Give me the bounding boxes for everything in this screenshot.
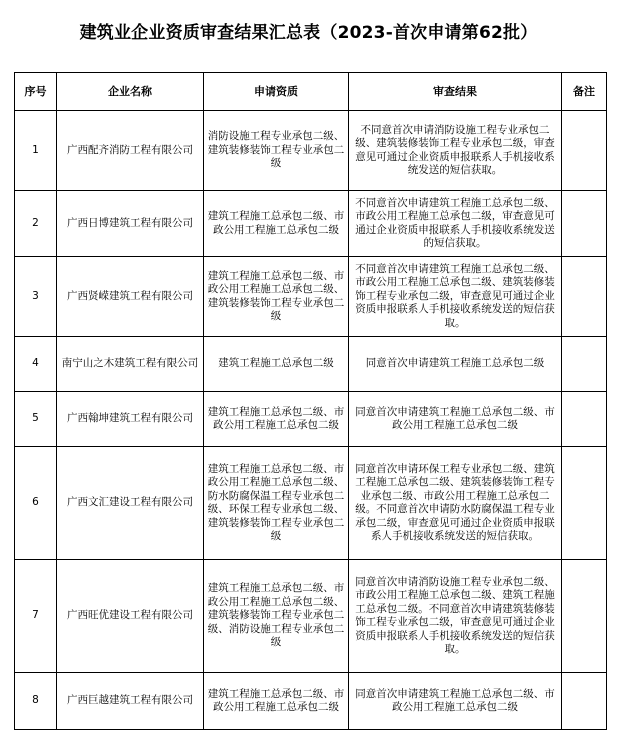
row-review-result: 同意首次申请环保工程专业承包二级、建筑工程施工总承包二级、建筑装修装饰工程专业承包二级、市政公用工程施工总承包二级。不同意首次申请防水防腐保温工程专业承包二级，审查意见可通过企业资质申报联系人手机接收系统发送的短信获取。 bbox=[349, 447, 562, 560]
row-remarks bbox=[562, 447, 607, 560]
row-remarks bbox=[562, 111, 607, 191]
row-company-name: 广西配齐消防工程有限公司 bbox=[57, 111, 204, 191]
row-serial-number: 5 bbox=[15, 392, 57, 447]
row-company-name: 广西翰坤建筑工程有限公司 bbox=[57, 392, 204, 447]
table-row bbox=[15, 257, 607, 337]
row-serial-number: 3 bbox=[15, 257, 57, 337]
row-review-result: 不同意首次申请建筑工程施工总承包二级、市政公用工程施工总承包二级、建筑装修装饰工程专业承包二级，审查意见可通过企业资质申报联系人手机接收系统发送的短信获取。 bbox=[349, 257, 562, 337]
row-serial-number: 7 bbox=[15, 560, 57, 673]
row-remarks bbox=[562, 560, 607, 673]
row-serial-number: 1 bbox=[15, 111, 57, 191]
row-review-result: 同意首次申请消防设施工程专业承包二级、市政公用工程施工总承包二级、建筑工程施工总承包二级。不同意首次申请建筑装修装饰工程专业承包二级，审查意见可通过企业资质申报联系人手机接收系统发送的短信获取。 bbox=[349, 560, 562, 673]
table-row bbox=[15, 191, 607, 257]
row-applied-qualification: 建筑工程施工总承包二级、市政公用工程施工总承包二级、防水防腐保温工程专业承包二级、环保工程专业承包二级、建筑装修装饰工程专业承包二级 bbox=[204, 447, 349, 560]
row-review-result: 不同意首次申请消防设施工程专业承包二级、建筑装修装饰工程专业承包二级，审查意见可通过企业资质申报联系人手机接收系统发送的短信获取。 bbox=[349, 111, 562, 191]
header-company-name: 企业名称 bbox=[57, 73, 204, 111]
row-company-name: 广西贤嵘建筑工程有限公司 bbox=[57, 257, 204, 337]
row-serial-number: 6 bbox=[15, 447, 57, 560]
row-review-result: 同意首次申请建筑工程施工总承包二级 bbox=[349, 337, 562, 392]
row-company-name: 广西日博建筑工程有限公司 bbox=[57, 191, 204, 257]
row-applied-qualification: 建筑工程施工总承包二级、市政公用工程施工总承包二级、建筑装修装饰工程专业承包二级、消防设施工程专业承包二级 bbox=[204, 560, 349, 673]
page-title: 建筑业企业资质审查结果汇总表（2023-首次申请第62批） bbox=[79, 23, 538, 43]
table-row bbox=[15, 392, 607, 447]
table-header-row bbox=[15, 73, 607, 111]
row-applied-qualification: 建筑工程施工总承包二级、市政公用工程施工总承包二级 bbox=[204, 191, 349, 257]
row-applied-qualification: 建筑工程施工总承包二级 bbox=[204, 337, 349, 392]
row-review-result: 同意首次申请建筑工程施工总承包二级、市政公用工程施工总承包二级 bbox=[349, 392, 562, 447]
row-remarks bbox=[562, 673, 607, 730]
table-row bbox=[15, 337, 607, 392]
table-row bbox=[15, 447, 607, 560]
row-serial-number: 8 bbox=[15, 673, 57, 730]
table-row bbox=[15, 111, 607, 191]
row-review-result: 同意首次申请建筑工程施工总承包二级、市政公用工程施工总承包二级 bbox=[349, 673, 562, 730]
row-company-name: 广西旺优建设工程有限公司 bbox=[57, 560, 204, 673]
row-review-result: 不同意首次申请建筑工程施工总承包二级、市政公用工程施工总承包二级，审查意见可通过企业资质申报联系人手机接收系统发送的短信获取。 bbox=[349, 191, 562, 257]
row-applied-qualification: 消防设施工程专业承包二级、建筑装修装饰工程专业承包二级 bbox=[204, 111, 349, 191]
row-company-name: 广西文汇建设工程有限公司 bbox=[57, 447, 204, 560]
header-applied-qualification: 申请资质 bbox=[204, 73, 349, 111]
row-remarks bbox=[562, 337, 607, 392]
row-company-name: 南宁山之木建筑工程有限公司 bbox=[57, 337, 204, 392]
table-row bbox=[15, 560, 607, 673]
row-serial-number: 4 bbox=[15, 337, 57, 392]
row-remarks bbox=[562, 257, 607, 337]
row-remarks bbox=[562, 191, 607, 257]
header-serial-number: 序号 bbox=[15, 73, 57, 111]
header-review-result: 审查结果 bbox=[349, 73, 562, 111]
row-applied-qualification: 建筑工程施工总承包二级、市政公用工程施工总承包二级 bbox=[204, 673, 349, 730]
row-serial-number: 2 bbox=[15, 191, 57, 257]
header-remarks: 备注 bbox=[562, 73, 607, 111]
review-results-table bbox=[14, 72, 607, 730]
row-remarks bbox=[562, 392, 607, 447]
table-row bbox=[15, 673, 607, 730]
row-applied-qualification: 建筑工程施工总承包二级、市政公用工程施工总承包二级、建筑装修装饰工程专业承包二级 bbox=[204, 257, 349, 337]
row-applied-qualification: 建筑工程施工总承包二级、市政公用工程施工总承包二级 bbox=[204, 392, 349, 447]
row-company-name: 广西巨越建筑工程有限公司 bbox=[57, 673, 204, 730]
